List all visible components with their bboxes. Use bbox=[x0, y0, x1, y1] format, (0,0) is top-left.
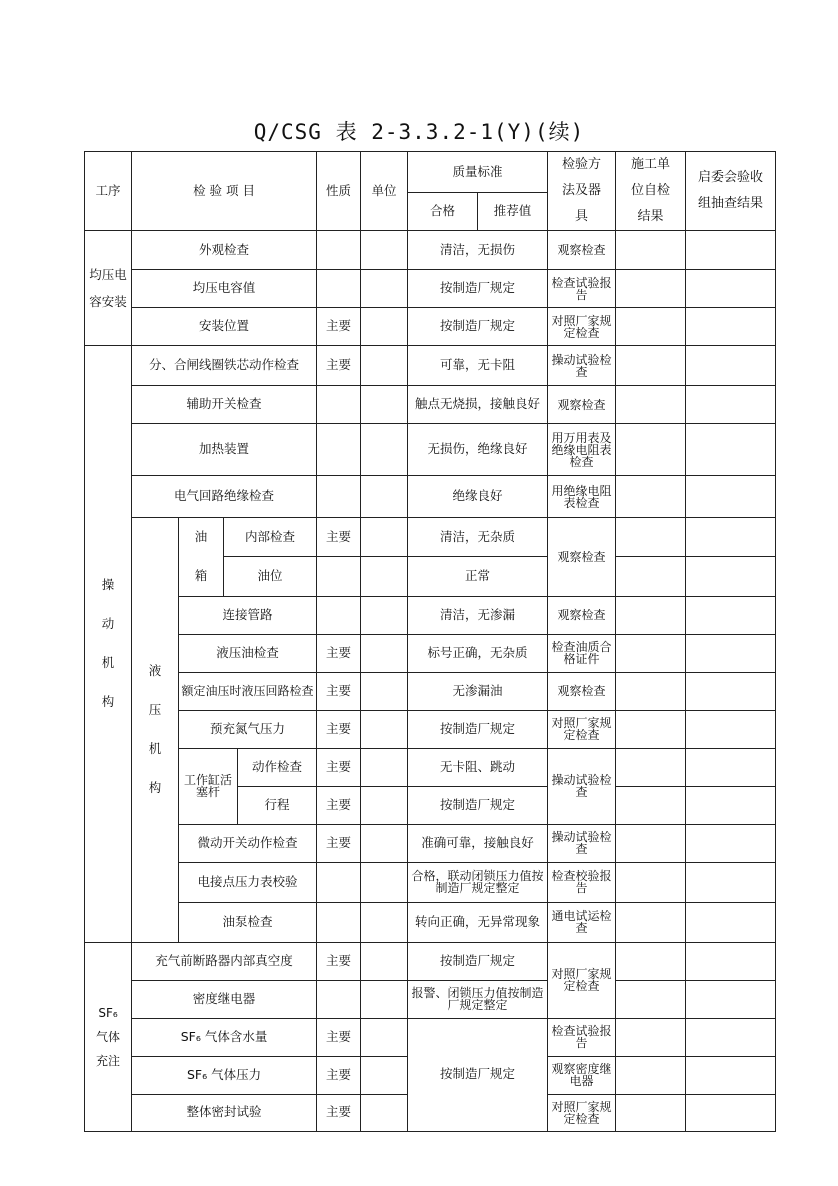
table-row bbox=[85, 596, 776, 634]
header-nature: 性质 bbox=[317, 152, 361, 231]
table-row bbox=[85, 231, 776, 270]
item-unit bbox=[361, 672, 408, 710]
item-name: 预充氮气压力 bbox=[179, 710, 317, 748]
item-unit bbox=[361, 634, 408, 672]
self-check-result[interactable] bbox=[616, 476, 686, 518]
item-method: 检查校验报告 bbox=[548, 862, 616, 902]
item-nature: 主要 bbox=[317, 1056, 361, 1094]
item-method: 观察检查 bbox=[548, 386, 616, 424]
item-method: 检查试验报告 bbox=[548, 270, 616, 308]
self-check-result[interactable] bbox=[616, 231, 686, 270]
item-name: 内部检查 bbox=[224, 518, 317, 557]
self-check-result[interactable] bbox=[616, 902, 686, 942]
table-row bbox=[85, 346, 776, 386]
item-standard: 按制造厂规定 bbox=[408, 786, 548, 824]
item-name: 动作检查 bbox=[238, 748, 317, 786]
committee-check-result[interactable] bbox=[686, 710, 776, 748]
item-standard: 无渗漏油 bbox=[408, 672, 548, 710]
header-method: 检验方法及器具 bbox=[548, 152, 616, 231]
item-standard: 报警、闭锁压力值按制造厂规定整定 bbox=[408, 980, 548, 1018]
item-unit bbox=[361, 231, 408, 270]
item-method: 操动试验检查 bbox=[548, 748, 616, 824]
item-name: 外观检查 bbox=[132, 231, 317, 270]
inspection-table bbox=[84, 151, 776, 1132]
item-standard: 准确可靠，接触良好 bbox=[408, 824, 548, 862]
item-method: 观察检查 bbox=[548, 231, 616, 270]
item-name: SF₆ 气体含水量 bbox=[132, 1018, 317, 1056]
committee-check-result[interactable] bbox=[686, 518, 776, 557]
item-method: 观察检查 bbox=[548, 672, 616, 710]
item-unit bbox=[361, 596, 408, 634]
committee-check-result[interactable] bbox=[686, 596, 776, 634]
item-method: 操动试验检查 bbox=[548, 346, 616, 386]
item-nature bbox=[317, 557, 361, 596]
self-check-result[interactable] bbox=[616, 1056, 686, 1094]
item-nature bbox=[317, 902, 361, 942]
item-unit bbox=[361, 1056, 408, 1094]
item-unit bbox=[361, 902, 408, 942]
item-nature: 主要 bbox=[317, 942, 361, 980]
item-unit bbox=[361, 308, 408, 346]
self-check-result[interactable] bbox=[616, 424, 686, 476]
self-check-result[interactable] bbox=[616, 557, 686, 596]
item-method: 观察检查 bbox=[548, 596, 616, 634]
item-standard: 转向正确，无异常现象 bbox=[408, 902, 548, 942]
item-name: 安装位置 bbox=[132, 308, 317, 346]
group-hydraulic-mechanism: 液压机构 bbox=[132, 518, 179, 943]
item-name: 行程 bbox=[238, 786, 317, 824]
table-row bbox=[85, 902, 776, 942]
committee-check-result[interactable] bbox=[686, 634, 776, 672]
item-name: 电接点压力表校验 bbox=[179, 862, 317, 902]
table-row bbox=[85, 824, 776, 862]
table-row bbox=[85, 980, 776, 1018]
committee-check-result[interactable] bbox=[686, 902, 776, 942]
committee-check-result[interactable] bbox=[686, 824, 776, 862]
table-row bbox=[85, 308, 776, 346]
self-check-result[interactable] bbox=[616, 942, 686, 980]
table-row bbox=[85, 1018, 776, 1056]
table-row bbox=[85, 476, 776, 518]
self-check-result[interactable] bbox=[616, 710, 686, 748]
item-standard: 按制造厂规定 bbox=[408, 1018, 548, 1131]
item-standard: 正常 bbox=[408, 557, 548, 596]
item-nature: 主要 bbox=[317, 710, 361, 748]
self-check-result[interactable] bbox=[616, 748, 686, 786]
item-nature bbox=[317, 980, 361, 1018]
self-check-result[interactable] bbox=[616, 518, 686, 557]
item-unit bbox=[361, 1018, 408, 1056]
self-check-result[interactable] bbox=[616, 1018, 686, 1056]
self-check-result[interactable] bbox=[616, 786, 686, 824]
self-check-result[interactable] bbox=[616, 980, 686, 1018]
item-name: 加热装置 bbox=[132, 424, 317, 476]
header-unit: 单位 bbox=[361, 152, 408, 231]
item-nature: 主要 bbox=[317, 672, 361, 710]
item-method: 对照厂家规定检查 bbox=[548, 1094, 616, 1131]
item-standard: 标号正确，无杂质 bbox=[408, 634, 548, 672]
self-check-result[interactable] bbox=[616, 308, 686, 346]
item-name: 额定油压时液压回路检查 bbox=[179, 672, 317, 710]
item-method: 用万用表及绝缘电阻表检查 bbox=[548, 424, 616, 476]
item-method: 检查油质合格证件 bbox=[548, 634, 616, 672]
item-standard: 清洁，无损伤 bbox=[408, 231, 548, 270]
table-row bbox=[85, 424, 776, 476]
item-nature: 主要 bbox=[317, 634, 361, 672]
self-check-result[interactable] bbox=[616, 1094, 686, 1131]
header-item: 检 验 项 目 bbox=[132, 152, 317, 231]
item-nature: 主要 bbox=[317, 824, 361, 862]
item-nature bbox=[317, 476, 361, 518]
committee-check-result[interactable] bbox=[686, 557, 776, 596]
table-row bbox=[85, 748, 776, 786]
item-method: 用绝缘电阻表检查 bbox=[548, 476, 616, 518]
item-nature bbox=[317, 596, 361, 634]
item-standard: 无卡阻、跳动 bbox=[408, 748, 548, 786]
self-check-result[interactable] bbox=[616, 672, 686, 710]
item-name: 整体密封试验 bbox=[132, 1094, 317, 1131]
committee-check-result[interactable] bbox=[686, 748, 776, 786]
item-unit bbox=[361, 786, 408, 824]
committee-check-result[interactable] bbox=[686, 424, 776, 476]
item-nature: 主要 bbox=[317, 1094, 361, 1131]
item-name: 辅助开关检查 bbox=[132, 386, 317, 424]
item-name: 连接管路 bbox=[179, 596, 317, 634]
committee-check-result[interactable] bbox=[686, 1094, 776, 1131]
item-name: 分、合闸线圈铁芯动作检查 bbox=[132, 346, 317, 386]
committee-check-result[interactable] bbox=[686, 231, 776, 270]
table-row bbox=[85, 942, 776, 980]
self-check-result[interactable] bbox=[616, 634, 686, 672]
item-unit bbox=[361, 1094, 408, 1131]
item-nature bbox=[317, 424, 361, 476]
item-standard: 按制造厂规定 bbox=[408, 308, 548, 346]
item-standard: 清洁，无渗漏 bbox=[408, 596, 548, 634]
header-committee-check: 启委会验收组抽查结果 bbox=[686, 152, 776, 231]
item-unit bbox=[361, 942, 408, 980]
item-method: 通电试运检查 bbox=[548, 902, 616, 942]
item-standard: 清洁，无杂质 bbox=[408, 518, 548, 557]
cylinder-label: 工作缸活塞杆 bbox=[179, 748, 238, 824]
table-row bbox=[85, 270, 776, 308]
item-name: 油位 bbox=[224, 557, 317, 596]
item-standard: 触点无烧损，接触良好 bbox=[408, 386, 548, 424]
item-name: 电气回路绝缘检查 bbox=[132, 476, 317, 518]
item-unit bbox=[361, 980, 408, 1018]
header-quality: 质量标准 bbox=[408, 152, 548, 193]
committee-check-result[interactable] bbox=[686, 476, 776, 518]
self-check-result[interactable] bbox=[616, 346, 686, 386]
item-standard: 按制造厂规定 bbox=[408, 710, 548, 748]
item-method: 对照厂家规定检查 bbox=[548, 308, 616, 346]
table-row bbox=[85, 518, 776, 557]
item-unit bbox=[361, 476, 408, 518]
committee-check-result[interactable] bbox=[686, 1018, 776, 1056]
item-standard: 按制造厂规定 bbox=[408, 270, 548, 308]
group-sf6-filling: SF₆气体充注 bbox=[85, 942, 132, 1131]
item-nature: 主要 bbox=[317, 1018, 361, 1056]
document-title: Q/CSG 表 2-3.3.2-1(Y)(续) bbox=[253, 120, 585, 144]
committee-check-result[interactable] bbox=[686, 862, 776, 902]
item-nature: 主要 bbox=[317, 308, 361, 346]
header-self-check: 施工单位自检结果 bbox=[616, 152, 686, 231]
committee-check-result[interactable] bbox=[686, 786, 776, 824]
header-recommended: 推荐值 bbox=[478, 192, 548, 230]
committee-check-result[interactable] bbox=[686, 672, 776, 710]
item-method: 对照厂家规定检查 bbox=[548, 710, 616, 748]
item-method: 观察检查 bbox=[548, 518, 616, 597]
item-name: 充气前断路器内部真空度 bbox=[132, 942, 317, 980]
item-nature bbox=[317, 270, 361, 308]
item-method: 操动试验检查 bbox=[548, 824, 616, 862]
table-row bbox=[85, 862, 776, 902]
self-check-result[interactable] bbox=[616, 824, 686, 862]
item-unit bbox=[361, 346, 408, 386]
committee-check-result[interactable] bbox=[686, 346, 776, 386]
item-standard: 按制造厂规定 bbox=[408, 942, 548, 980]
item-nature: 主要 bbox=[317, 518, 361, 557]
group-operating-mechanism: 操动机构 bbox=[85, 346, 132, 943]
header-pass: 合格 bbox=[408, 192, 478, 230]
committee-check-result[interactable] bbox=[686, 942, 776, 980]
item-method: 对照厂家规定检查 bbox=[548, 942, 616, 1018]
item-nature bbox=[317, 862, 361, 902]
item-unit bbox=[361, 386, 408, 424]
item-unit bbox=[361, 824, 408, 862]
item-unit bbox=[361, 270, 408, 308]
committee-check-result[interactable] bbox=[686, 1056, 776, 1094]
table-row bbox=[85, 634, 776, 672]
item-unit bbox=[361, 557, 408, 596]
item-nature bbox=[317, 386, 361, 424]
item-standard: 绝缘良好 bbox=[408, 476, 548, 518]
item-standard: 可靠，无卡阻 bbox=[408, 346, 548, 386]
item-nature bbox=[317, 231, 361, 270]
table-row bbox=[85, 386, 776, 424]
item-name: 油泵检查 bbox=[179, 902, 317, 942]
committee-check-result[interactable] bbox=[686, 980, 776, 1018]
self-check-result[interactable] bbox=[616, 862, 686, 902]
item-nature: 主要 bbox=[317, 748, 361, 786]
item-name: SF₆ 气体压力 bbox=[132, 1056, 317, 1094]
self-check-result[interactable] bbox=[616, 386, 686, 424]
committee-check-result[interactable] bbox=[686, 270, 776, 308]
item-nature: 主要 bbox=[317, 346, 361, 386]
table-row bbox=[85, 672, 776, 710]
item-name: 均压电容值 bbox=[132, 270, 317, 308]
item-name: 液压油检查 bbox=[179, 634, 317, 672]
committee-check-result[interactable] bbox=[686, 386, 776, 424]
group-equalizing-capacitor: 均压电容安装 bbox=[85, 231, 132, 346]
item-method: 检查试验报告 bbox=[548, 1018, 616, 1056]
item-name: 密度继电器 bbox=[132, 980, 317, 1018]
oil-tank-label: 油箱 bbox=[179, 518, 224, 597]
item-unit bbox=[361, 748, 408, 786]
committee-check-result[interactable] bbox=[686, 308, 776, 346]
item-standard: 无损伤，绝缘良好 bbox=[408, 424, 548, 476]
self-check-result[interactable] bbox=[616, 270, 686, 308]
item-nature: 主要 bbox=[317, 786, 361, 824]
item-name: 微动开关动作检查 bbox=[179, 824, 317, 862]
header-step: 工序 bbox=[85, 152, 132, 231]
self-check-result[interactable] bbox=[616, 596, 686, 634]
item-method: 观察密度继电器 bbox=[548, 1056, 616, 1094]
table-row bbox=[85, 710, 776, 748]
item-unit bbox=[361, 710, 408, 748]
item-standard: 合格，联动闭锁压力值按制造厂规定整定 bbox=[408, 862, 548, 902]
item-unit bbox=[361, 518, 408, 557]
item-unit bbox=[361, 862, 408, 902]
item-unit bbox=[361, 424, 408, 476]
